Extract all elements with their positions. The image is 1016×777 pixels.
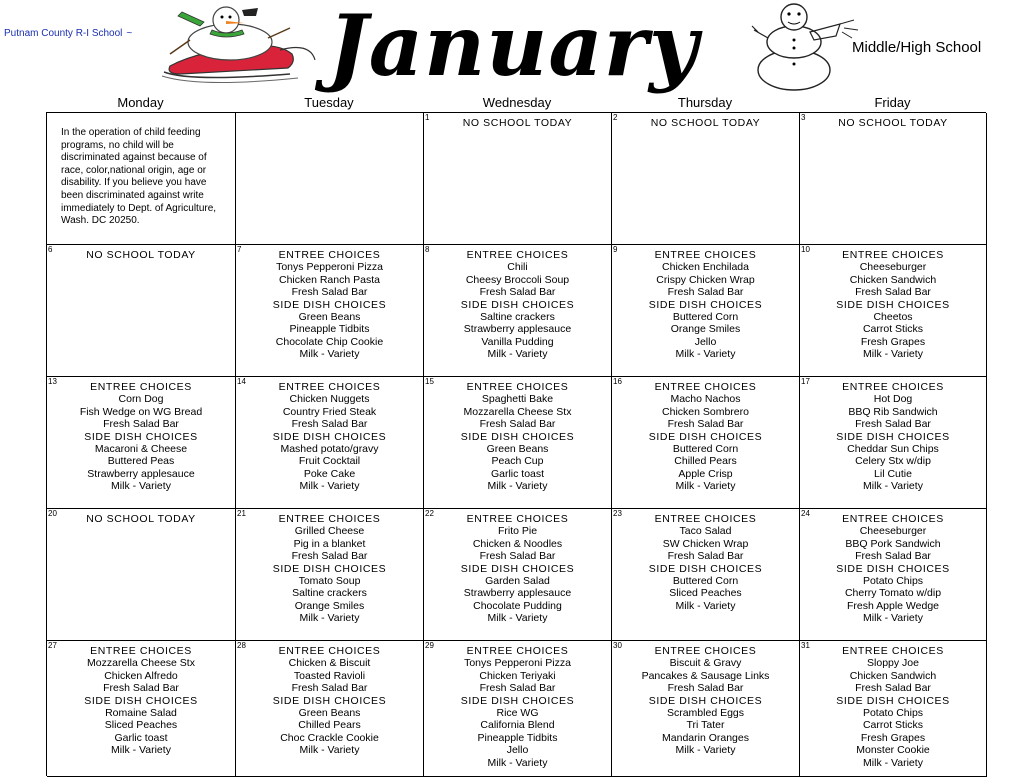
menu-section-heading: SIDE DISH CHOICES (272, 430, 387, 443)
menu-item: Buttered Corn (672, 443, 739, 456)
menu-item: Tomato Soup (298, 575, 361, 588)
menu-item: Fruit Cocktail (298, 455, 361, 468)
menu-items (424, 645, 611, 769)
day-number: 30 (613, 641, 622, 650)
menu-section-heading: SIDE DISH CHOICES (836, 298, 950, 311)
menu-item: Sloppy Joe (867, 657, 919, 670)
menu-item: Buttered Corn (672, 575, 739, 588)
menu-item: Strawberry applesauce (463, 587, 572, 600)
menu-item: Poke Cake (303, 467, 356, 480)
menu-item: Fresh Salad Bar (667, 286, 744, 299)
menu-item: Milk - Variety (863, 480, 923, 493)
menu-items (47, 249, 235, 261)
menu-items (47, 513, 235, 525)
menu-item: Strawberry applesauce (87, 467, 195, 480)
menu-item: Milk - Variety (675, 744, 736, 757)
menu-item: Hot Dog (873, 393, 913, 406)
menu-items (424, 249, 611, 361)
menu-item: Mozzarella Cheese Stx (87, 657, 195, 670)
menu-item: Spaghetti Bake (481, 393, 554, 406)
menu-item: Milk - Variety (111, 744, 171, 757)
menu-item: Frito Pie (497, 525, 538, 538)
menu-item: Cheesy Broccoli Soup (465, 273, 570, 286)
menu-item: Green Beans (486, 443, 549, 456)
menu-item: Milk - Variety (487, 480, 548, 493)
menu-item: Monster Cookie (856, 744, 930, 757)
menu-item: Pineapple Tidbits (289, 323, 370, 336)
menu-item: Milk - Variety (487, 612, 548, 625)
menu-item: Chicken Sandwich (849, 273, 937, 286)
menu-item: Chili (507, 261, 528, 274)
menu-section-heading: SIDE DISH CHOICES (460, 298, 575, 311)
menu-item: Cheetos (873, 311, 913, 324)
menu-section-heading: ENTREE CHOICES (466, 645, 569, 657)
month-title: January (328, 0, 699, 95)
menu-section-heading: ENTREE CHOICES (842, 381, 944, 393)
menu-section-heading: ENTREE CHOICES (654, 645, 757, 657)
menu-item: Fresh Salad Bar (479, 682, 556, 695)
menu-item: Saltine crackers (292, 587, 367, 600)
menu-section-heading: SIDE DISH CHOICES (648, 562, 763, 575)
menu-item: Fresh Salad Bar (855, 286, 931, 299)
menu-item: Carrot Sticks (862, 323, 924, 336)
menu-item: Chicken Nuggets (289, 393, 370, 406)
menu-item: Chilled Pears (674, 455, 737, 468)
weekday-thursday: Thursday (677, 95, 733, 110)
menu-section-heading: ENTREE CHOICES (278, 645, 381, 657)
menu-section-heading: SIDE DISH CHOICES (272, 298, 387, 311)
menu-section-heading: ENTREE CHOICES (90, 645, 192, 657)
day-cell (424, 113, 612, 245)
menu-item: Chicken & Noodles (472, 537, 563, 550)
menu-item: Chicken Sandwich (849, 669, 937, 682)
menu-item: Apple Crisp (678, 467, 733, 480)
menu-section-heading: SIDE DISH CHOICES (272, 694, 387, 707)
menu-item: Garlic toast (490, 467, 545, 480)
menu-item: Buttered Peas (107, 455, 175, 468)
menu-items (424, 381, 611, 493)
menu-item: Sliced Peaches (104, 719, 178, 732)
menu-item: Pineapple Tidbits (477, 731, 558, 744)
day-cell (424, 377, 612, 509)
menu-item: Milk - Variety (299, 348, 360, 361)
day-cell (800, 641, 987, 777)
menu-item: Chocolate Pudding (473, 599, 562, 612)
menu-items (612, 645, 799, 757)
menu-item: Sliced Peaches (669, 587, 742, 600)
day-number: 16 (613, 377, 622, 386)
menu-item: Corn Dog (118, 393, 164, 406)
menu-section-heading: ENTREE CHOICES (90, 381, 192, 393)
menu-item: Scrambled Eggs (666, 707, 745, 720)
menu-item: Fresh Salad Bar (667, 682, 744, 695)
menu-section-heading: ENTREE CHOICES (654, 513, 757, 525)
menu-item: Chicken Ranch Pasta (279, 273, 380, 286)
menu-item: Milk - Variety (675, 348, 736, 361)
menu-item: Cheeseburger (859, 525, 927, 538)
day-cell (424, 641, 612, 777)
menu-item: Country Fried Steak (282, 405, 377, 418)
day-cell (47, 641, 236, 777)
menu-item: Chilled Pears (298, 719, 361, 732)
menu-section-heading: SIDE DISH CHOICES (272, 562, 387, 575)
menu-item: Lil Cutie (874, 467, 912, 480)
menu-section-heading: SIDE DISH CHOICES (648, 694, 763, 707)
school-name-tilde: ~ (126, 28, 133, 39)
menu-item: Fresh Salad Bar (291, 682, 368, 695)
snowman-sled-clipart (160, 2, 322, 88)
day-number: 1 (425, 113, 430, 122)
menu-item: Green Beans (298, 707, 361, 720)
menu-item: Milk - Variety (299, 612, 360, 625)
day-number: 13 (48, 377, 57, 386)
menu-item: Fresh Grapes (860, 731, 926, 744)
day-cell (424, 509, 612, 641)
menu-section-heading: SIDE DISH CHOICES (460, 694, 575, 707)
menu-item: Mashed potato/gravy (280, 443, 379, 456)
menu-section-heading: NO SCHOOL TODAY (86, 249, 196, 261)
menu-section-heading: ENTREE CHOICES (842, 645, 944, 657)
menu-items (236, 249, 423, 361)
day-number: 22 (425, 509, 434, 518)
day-number: 15 (425, 377, 434, 386)
menu-item: Tonys Pepperoni Pizza (276, 261, 383, 274)
menu-item: Rice WG (496, 707, 539, 720)
menu-item: Milk - Variety (863, 348, 923, 361)
menu-item: Mandarin Oranges (662, 731, 749, 744)
day-cell (612, 377, 800, 509)
day-cell (47, 113, 236, 245)
menu-section-heading: NO SCHOOL TODAY (838, 117, 948, 129)
weekday-header-row (46, 94, 986, 112)
menu-item: Fresh Apple Wedge (846, 599, 940, 612)
day-cell (424, 245, 612, 377)
day-cell (800, 245, 987, 377)
menu-section-heading: SIDE DISH CHOICES (84, 694, 198, 707)
menu-item: Chicken Sombrero (662, 405, 749, 418)
day-number: 14 (237, 377, 246, 386)
menu-items (800, 645, 986, 769)
menu-item: Garlic toast (114, 731, 168, 744)
menu-item: Garden Salad (485, 575, 550, 588)
menu-item: Jello (506, 744, 529, 757)
menu-item: SW Chicken Wrap (662, 537, 749, 550)
menu-item: Vanilla Pudding (481, 335, 554, 348)
menu-item: Orange Smiles (294, 599, 365, 612)
menu-section-heading: SIDE DISH CHOICES (84, 430, 198, 443)
menu-section-heading: ENTREE CHOICES (466, 249, 569, 261)
day-cell (800, 509, 987, 641)
day-number: 24 (801, 509, 810, 518)
menu-item: Biscuit & Gravy (669, 657, 742, 670)
day-number: 10 (801, 245, 810, 254)
menu-section-heading: ENTREE CHOICES (466, 381, 569, 393)
day-cell (612, 641, 800, 777)
menu-item: Fresh Salad Bar (855, 550, 931, 563)
day-cell (236, 641, 424, 777)
day-cell (236, 245, 424, 377)
menu-section-heading: NO SCHOOL TODAY (86, 513, 196, 525)
menu-section-heading: NO SCHOOL TODAY (462, 117, 573, 129)
day-number: 29 (425, 641, 434, 650)
weekday-tuesday: Tuesday (304, 95, 354, 110)
menu-item: Milk - Variety (675, 480, 736, 493)
menu-item: Fresh Salad Bar (855, 418, 931, 431)
menu-items (47, 381, 235, 493)
menu-items (236, 645, 423, 757)
menu-item: Chicken Teriyaki (479, 669, 556, 682)
menu-items (800, 117, 986, 129)
menu-items (236, 381, 423, 493)
day-cell (47, 377, 236, 509)
menu-item: Taco Salad (679, 525, 732, 538)
menu-section-heading: SIDE DISH CHOICES (836, 562, 950, 575)
menu-item: Buttered Corn (672, 311, 739, 324)
menu-item: Milk - Variety (487, 756, 548, 769)
menu-section-heading: ENTREE CHOICES (654, 381, 757, 393)
day-cell (612, 509, 800, 641)
weekday-friday: Friday (874, 95, 911, 110)
menu-item: California Blend (480, 719, 555, 732)
menu-item: Chocolate Chip Cookie (275, 335, 384, 348)
menu-items (236, 513, 423, 625)
school-name-text: Putnam County R-I School (4, 28, 123, 39)
menu-item: Milk - Variety (863, 612, 923, 625)
day-number: 31 (801, 641, 810, 650)
menu-section-heading: ENTREE CHOICES (278, 513, 381, 525)
menu-section-heading: ENTREE CHOICES (842, 513, 944, 525)
menu-item: Chicken Enchilada (662, 261, 749, 274)
menu-item: Jello (694, 335, 717, 348)
menu-item: Green Beans (298, 311, 361, 324)
day-number: 20 (48, 509, 57, 518)
menu-section-heading: ENTREE CHOICES (842, 249, 944, 261)
menu-items (424, 513, 611, 625)
menu-item: Carrot Sticks (862, 719, 924, 732)
menu-item: Milk - Variety (675, 599, 736, 612)
menu-item: Potato Chips (862, 707, 924, 720)
menu-section-heading: SIDE DISH CHOICES (648, 298, 763, 311)
day-number: 6 (48, 245, 53, 254)
menu-item: Celery Stx w/dip (855, 455, 931, 468)
menu-item: Pig in a blanket (293, 537, 366, 550)
nondiscrimination-notice: In the operation of child feeding programs, no child will be discriminated against because of race, color,national origin, age or disability. If you believe you have been discriminated against write immediately to Dept. of Agriculture, Wash. DC 20250. (61, 127, 217, 227)
day-cell (612, 245, 800, 377)
snowman-clipart (744, 2, 864, 92)
menu-item: Grilled Cheese (294, 525, 365, 538)
menu-section-heading: SIDE DISH CHOICES (836, 694, 950, 707)
menu-section-heading: ENTREE CHOICES (466, 513, 569, 525)
menu-item: Milk - Variety (111, 480, 171, 493)
menu-items (800, 513, 986, 625)
menu-item: Fresh Grapes (860, 335, 926, 348)
menu-item: Tri Tater (686, 719, 725, 732)
menu-items (800, 381, 986, 493)
menu-items (800, 249, 986, 361)
day-number: 17 (801, 377, 810, 386)
menu-item: Fresh Salad Bar (479, 286, 556, 299)
menu-items (612, 117, 799, 129)
menu-item: Potato Chips (862, 575, 924, 588)
menu-section-heading: ENTREE CHOICES (278, 381, 381, 393)
menu-item: Fresh Salad Bar (291, 286, 368, 299)
menu-items (612, 381, 799, 493)
day-cell (236, 113, 424, 245)
menu-item: Milk - Variety (863, 756, 923, 769)
day-number: 21 (237, 509, 246, 518)
menu-section-heading: ENTREE CHOICES (278, 249, 381, 261)
day-cell (47, 509, 236, 641)
menu-item: Fresh Salad Bar (479, 418, 556, 431)
menu-item: Chicken & Biscuit (288, 657, 371, 670)
menu-section-heading: SIDE DISH CHOICES (460, 562, 575, 575)
menu-item: Pancakes & Sausage Links (641, 669, 770, 682)
menu-item: Crispy Chicken Wrap (656, 273, 755, 286)
day-cell (800, 377, 987, 509)
menu-item: Fresh Salad Bar (291, 550, 368, 563)
menu-item: Milk - Variety (299, 480, 360, 493)
menu-item: Saltine crackers (480, 311, 555, 324)
school-name (4, 28, 132, 39)
menu-item: BBQ Pork Sandwich (845, 537, 941, 550)
menu-item: Milk - Variety (487, 348, 548, 361)
menu-items (47, 645, 235, 757)
menu-item: Macho Nachos (670, 393, 741, 406)
day-number: 28 (237, 641, 246, 650)
day-number: 27 (48, 641, 57, 650)
menu-section-heading: ENTREE CHOICES (654, 249, 757, 261)
menu-item: Peach Cup (491, 455, 544, 468)
menu-item: Fresh Salad Bar (479, 550, 556, 563)
menu-item: Milk - Variety (299, 744, 360, 757)
menu-item: Fresh Salad Bar (103, 418, 179, 431)
menu-item: Strawberry applesauce (463, 323, 572, 336)
menu-item: Romaine Salad (105, 707, 177, 720)
school-level: Middle/High School (852, 39, 982, 56)
menu-calendar-grid (46, 112, 986, 776)
menu-item: Fresh Salad Bar (667, 550, 744, 563)
menu-item: Fresh Salad Bar (291, 418, 368, 431)
menu-section-heading: SIDE DISH CHOICES (836, 430, 950, 443)
day-cell (800, 113, 987, 245)
menu-item: Orange Smiles (670, 323, 741, 336)
menu-item: Tonys Pepperoni Pizza (464, 657, 571, 670)
menu-section-heading: SIDE DISH CHOICES (648, 430, 763, 443)
day-number: 9 (613, 245, 618, 254)
menu-item: Choc Crackle Cookie (280, 731, 379, 744)
menu-items (424, 117, 611, 129)
menu-items (612, 513, 799, 612)
day-number: 7 (237, 245, 242, 254)
menu-item: Mozzarella Cheese Stx (463, 405, 572, 418)
menu-section-heading: SIDE DISH CHOICES (460, 430, 575, 443)
day-cell (47, 245, 236, 377)
day-number: 2 (613, 113, 618, 122)
menu-item: Macaroni & Cheese (94, 443, 188, 456)
menu-item: Cherry Tomato w/dip (844, 587, 942, 600)
menu-item: Cheeseburger (859, 261, 927, 274)
menu-items (612, 249, 799, 361)
menu-item: Toasted Ravioli (293, 669, 366, 682)
day-cell (236, 509, 424, 641)
weekday-monday: Monday (117, 95, 164, 110)
menu-item: Cheddar Sun Chips (847, 443, 939, 456)
menu-item: Chicken Alfredo (104, 669, 178, 682)
menu-section-heading: NO SCHOOL TODAY (650, 117, 761, 129)
day-number: 8 (425, 245, 430, 254)
menu-item: BBQ Rib Sandwich (848, 405, 938, 418)
menu-item: Fresh Salad Bar (855, 682, 931, 695)
day-cell (236, 377, 424, 509)
day-cell (612, 113, 800, 245)
day-number: 23 (613, 509, 622, 518)
day-number: 3 (801, 113, 806, 122)
weekday-wednesday: Wednesday (482, 95, 552, 110)
menu-item: Fresh Salad Bar (667, 418, 744, 431)
menu-item: Fresh Salad Bar (103, 682, 179, 695)
menu-item: Fish Wedge on WG Bread (79, 405, 203, 418)
